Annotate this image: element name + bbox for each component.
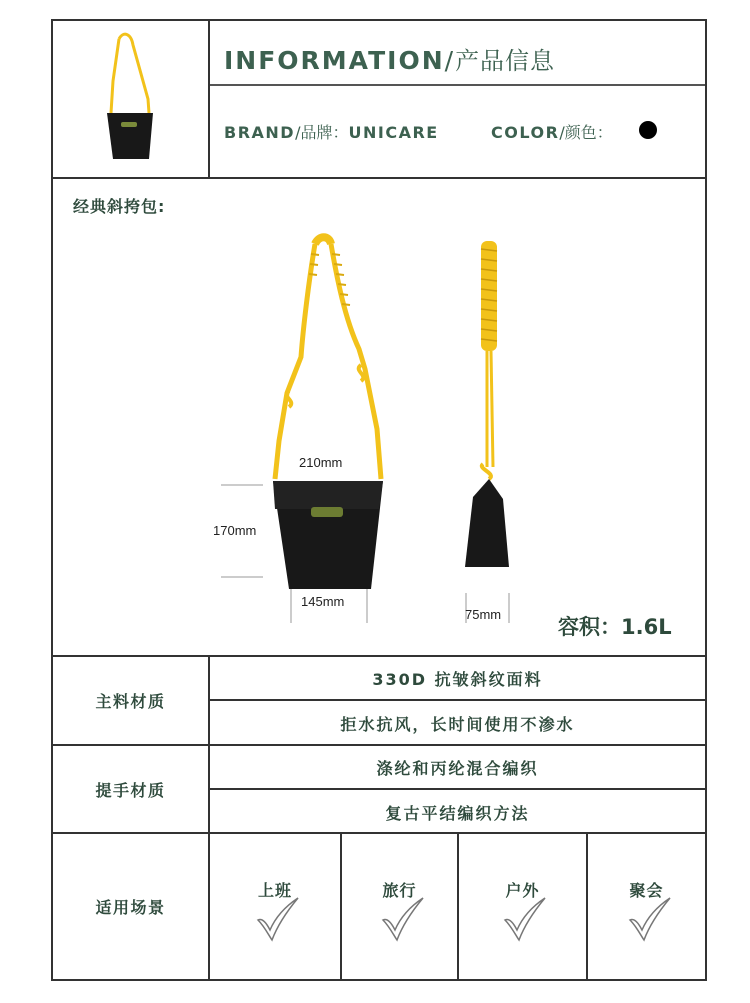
scene-label: 聚会 <box>629 881 664 900</box>
info-header <box>53 21 705 179</box>
dim-height: 170mm <box>213 523 257 538</box>
handle-material-label: 提手材质 <box>53 746 210 832</box>
usage-scenes-section <box>53 834 705 979</box>
header-divider <box>210 84 705 86</box>
capacity: 容积：1.6L <box>558 615 672 639</box>
main-material-label: 主料材质 <box>53 657 210 744</box>
scene-item <box>340 834 457 979</box>
scene-item <box>586 834 705 979</box>
check-icon <box>499 894 549 944</box>
scene-item <box>210 834 340 979</box>
scene-label: 旅行 <box>382 881 417 900</box>
bag-diagram <box>53 179 705 657</box>
brand-info: BRAND/品牌：UNICARE <box>224 123 439 142</box>
check-icon <box>252 894 302 944</box>
dim-top-width: 210mm <box>299 455 343 470</box>
check-icon <box>624 894 674 944</box>
strap-left <box>275 244 315 479</box>
color-swatch <box>639 121 657 139</box>
main-material-section <box>53 657 705 746</box>
bag-thumbnail-image <box>53 21 210 177</box>
side-strap-braid <box>481 241 497 351</box>
strap-right <box>331 244 381 479</box>
product-section <box>53 179 705 657</box>
scene-label: 户外 <box>505 881 540 900</box>
scene-item <box>457 834 586 979</box>
product-name: 经典斜挎包: <box>73 197 166 216</box>
handle-material-row-2: 复古平结编织方法 <box>385 803 530 823</box>
color-info: COLOR/颜色： <box>491 123 613 142</box>
handle-material-section <box>53 746 705 834</box>
dim-bottom-width: 145mm <box>301 594 345 609</box>
page-title: INFORMATION/产品信息 <box>224 46 556 75</box>
product-thumbnail <box>53 21 210 177</box>
main-material-row-2: 拒水抗风，长时间使用不渗水 <box>340 714 575 734</box>
main-material-row-1: 330D 抗皱斜纹面料 <box>210 657 705 701</box>
brand-patch <box>311 507 343 517</box>
handle-material-row-1: 涤纶和丙纶混合编织 <box>210 746 705 790</box>
dim-depth: 75mm <box>465 607 502 622</box>
info-card <box>51 19 707 981</box>
check-icon <box>377 894 427 944</box>
usage-scenes-label: 适用场景 <box>53 834 210 979</box>
bag-side-body <box>465 479 509 567</box>
scene-label: 上班 <box>257 881 292 900</box>
